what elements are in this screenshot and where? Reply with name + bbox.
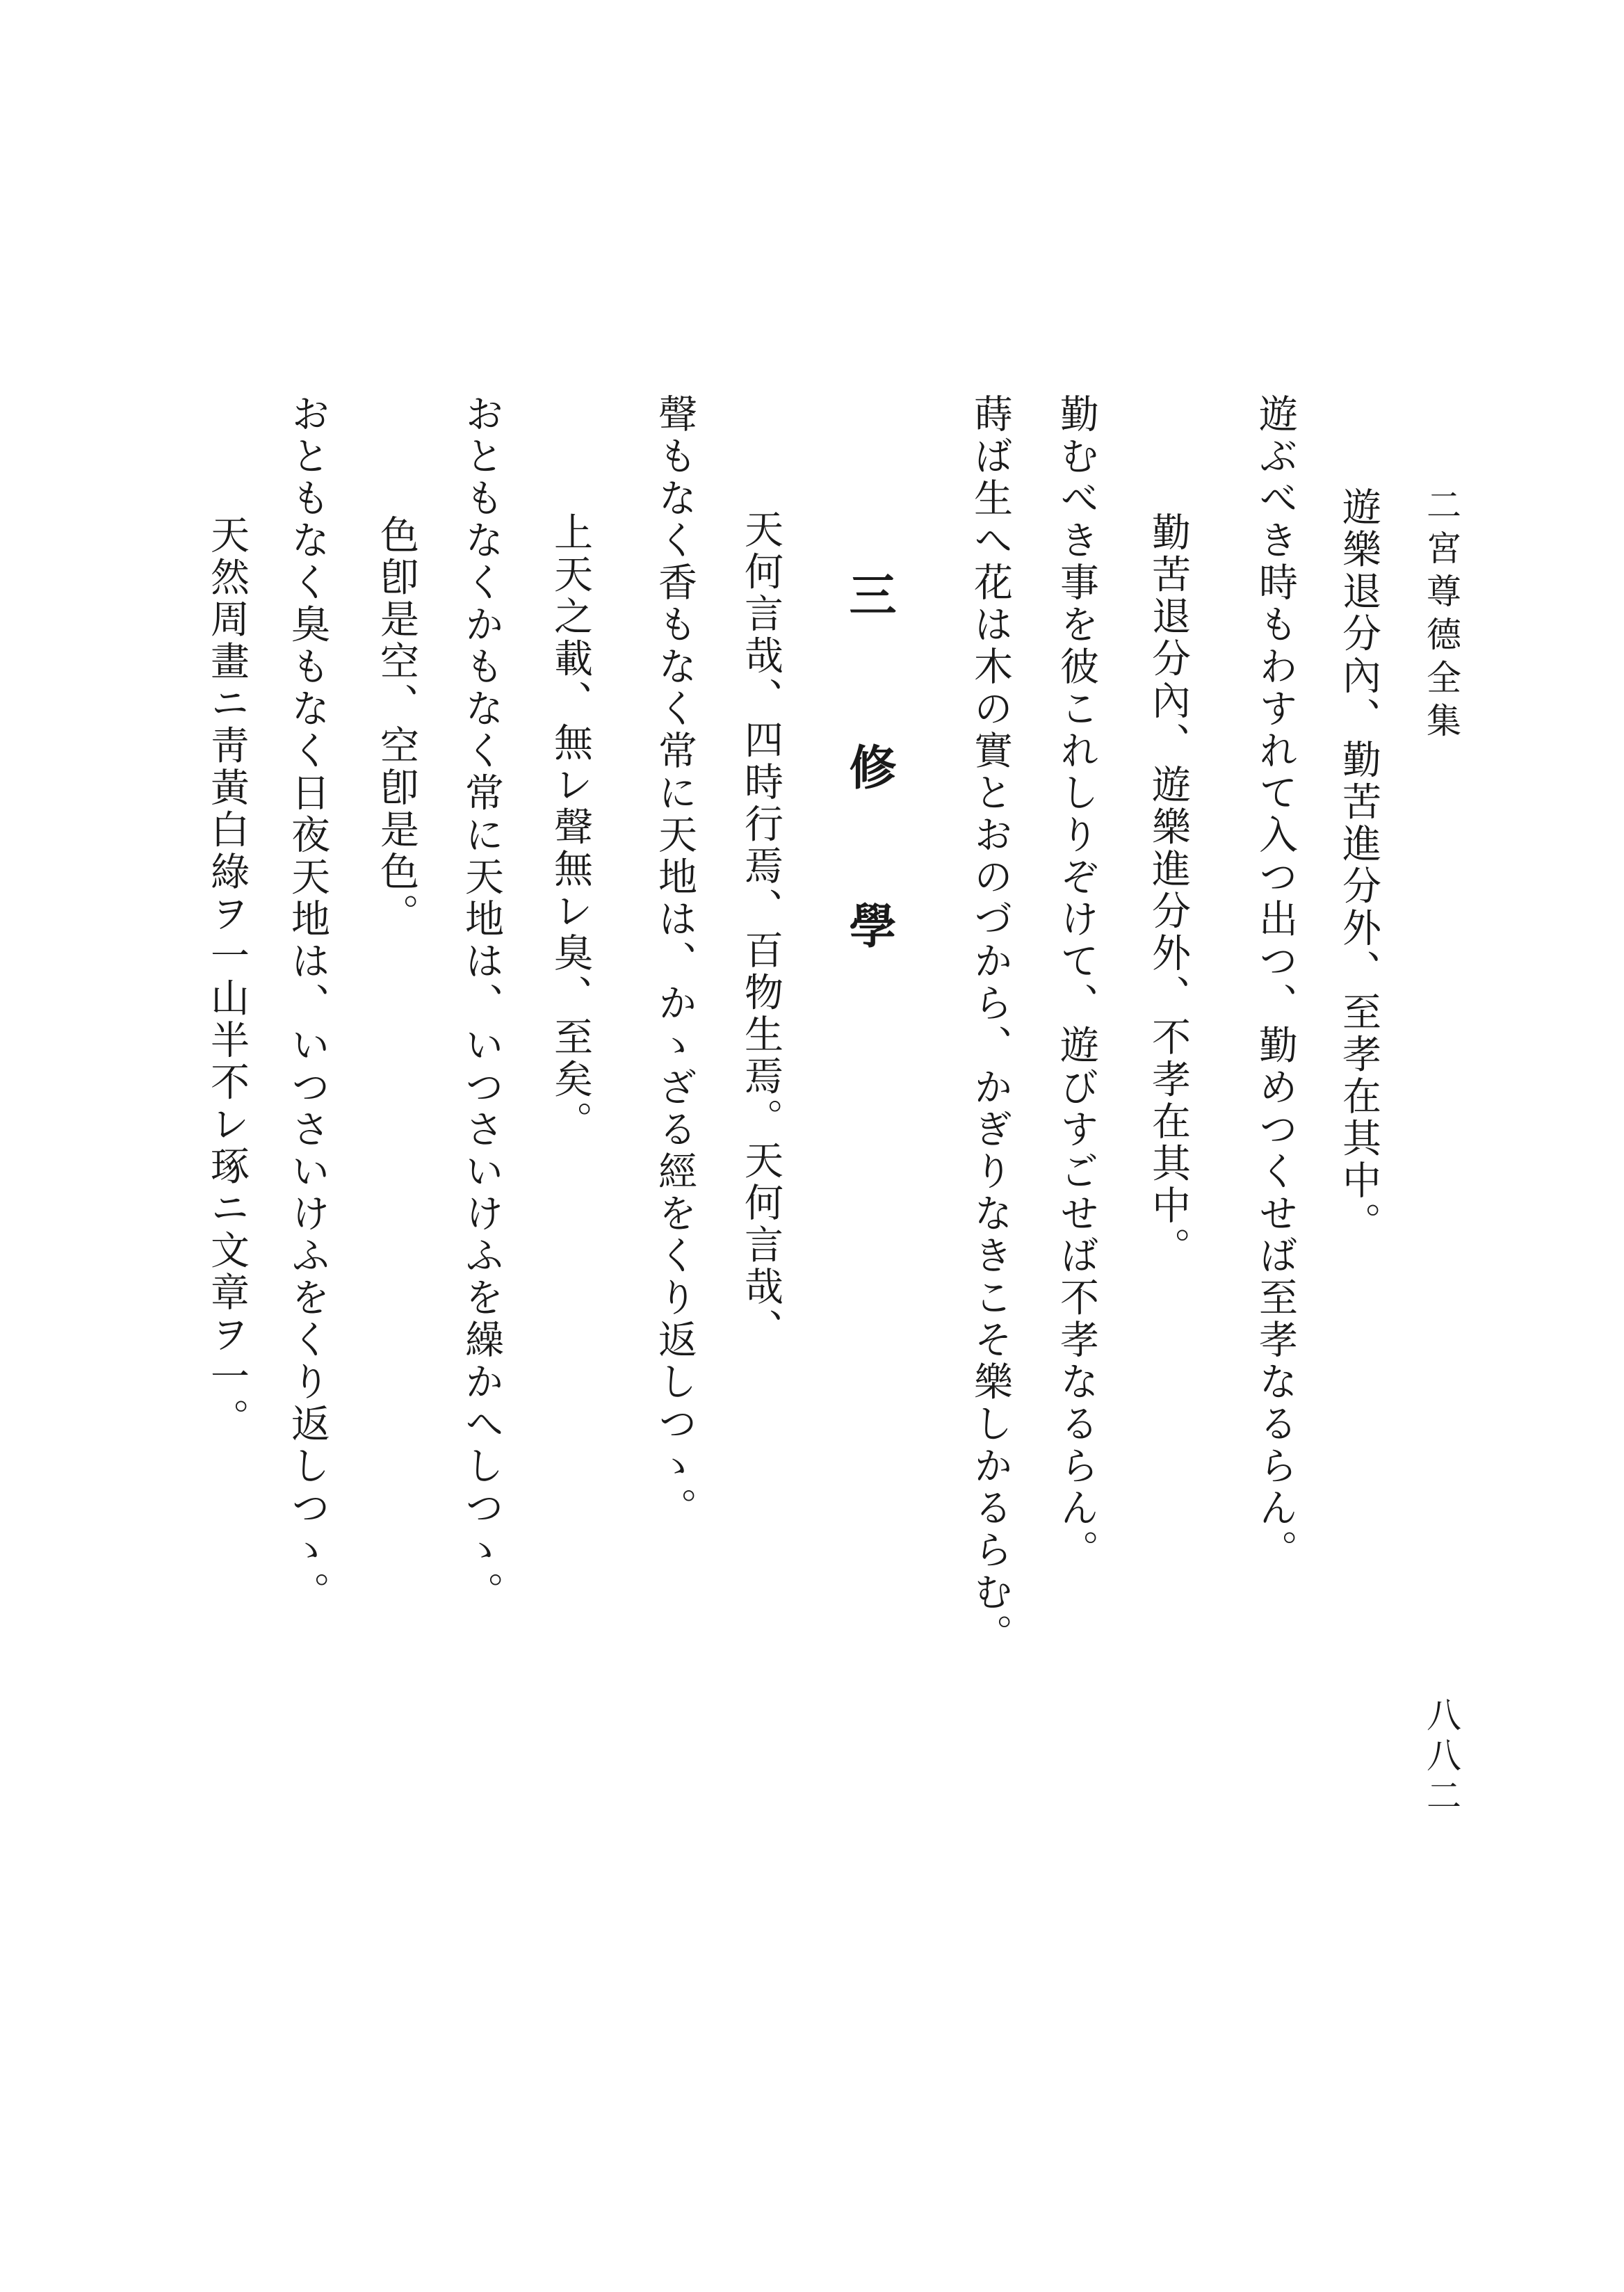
text-line-8: 上天之載、無レ聲無レ臭、至矣。 <box>548 512 593 1143</box>
page-number: 八八二 <box>1421 1697 1461 1818</box>
running-header: 二宮尊德全集 <box>1421 487 1461 745</box>
text-line-4: 勤むべき事を彼これしりぞけて、遊びすごせば不孝なるらん。 <box>1054 394 1099 1572</box>
text-line-2: 遊ぶべき時もわすれて入つ出つ、勤めつくせば至孝なるらん。 <box>1253 394 1298 1572</box>
text-line-11: おともなく臭もなく日夜天地は、いつさいけふをくり返しつゝ。 <box>285 394 330 1614</box>
section-heading <box>841 570 897 1060</box>
text-line-5: 蒔ば生へ花は木の實とおのづから、かぎりなきこそ樂しかるらむ。 <box>968 394 1013 1656</box>
text-line-1: 遊樂退分內、勤苦進分外、至孝在其中。 <box>1336 487 1381 1244</box>
section-number: 三 <box>841 570 897 618</box>
text-line-9: おともなくかもなく常に天地は、いつさいけふを繰かへしつゝ。 <box>459 394 504 1614</box>
section-title: 修學 <box>841 743 897 1060</box>
text-line-10: 色卽是空、空卽是色。 <box>374 515 419 935</box>
text-line-7: 聲もなく香もなく常に天地は、かゝざる經をくり返しつゝ。 <box>652 394 697 1530</box>
text-line-3: 勤苦退分內、遊樂進分外、不孝在其中。 <box>1146 512 1191 1269</box>
text-line-6: 天何言哉、四時行焉、百物生焉。天何言哉、 <box>738 509 783 1350</box>
text-line-12: 天然周畫ニ靑黃白綠ヲ一山半不レ琢ニ文章ヲ一。 <box>204 515 250 1440</box>
